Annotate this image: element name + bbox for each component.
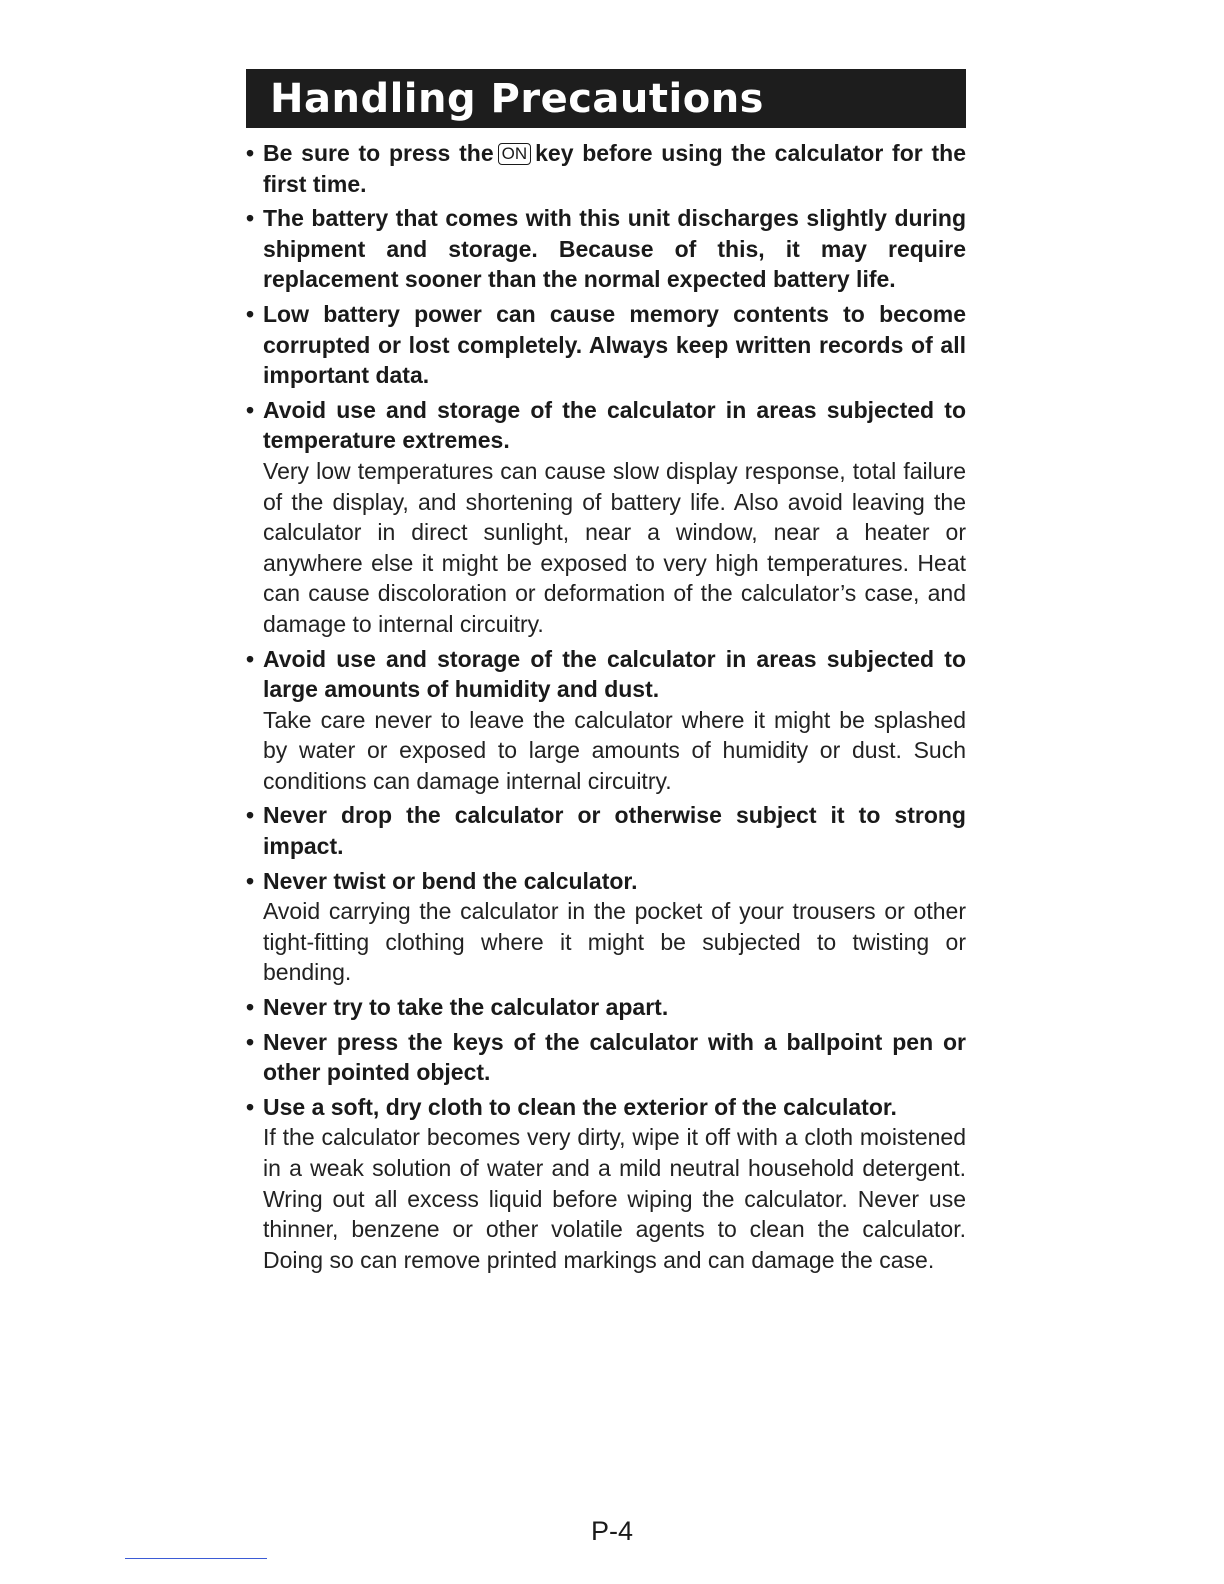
bullet-icon: • — [246, 867, 255, 894]
precaution-heading: Never twist or bend the calculator. — [263, 867, 638, 894]
section-title-bar — [246, 69, 966, 128]
page-number: P-4 — [590, 1516, 634, 1546]
precaution-body: Take care never to leave the calculator where it might be splashed by water or exposed to large amounts of humidity or dust. Such conditions can damage internal circuitry. — [263, 706, 966, 794]
precaution-heading: Never press the keys of the calculator with a ballpoint pen or other pointed object. — [263, 1028, 966, 1086]
precaution-item — [246, 1092, 966, 1276]
precaution-item — [246, 644, 966, 797]
precaution-heading: Use a soft, dry cloth to clean the exterior of the calculator. — [263, 1093, 897, 1120]
bullet-icon: • — [246, 1028, 255, 1055]
bullet-icon: • — [246, 802, 255, 829]
precaution-list — [246, 138, 966, 1275]
precaution-heading — [263, 138, 966, 199]
bullet-icon: • — [246, 994, 255, 1021]
precaution-item — [246, 299, 966, 391]
page-content — [246, 69, 966, 1275]
precaution-item — [246, 992, 966, 1023]
bullet-icon: • — [246, 140, 255, 166]
on-key-icon: ON — [498, 143, 532, 165]
precaution-item — [246, 866, 966, 988]
precaution-item — [246, 395, 966, 640]
bullet-icon: • — [246, 300, 255, 327]
precaution-heading: Avoid use and storage of the calculator in areas subjected to temperature extremes. — [263, 396, 966, 454]
precaution-heading: Avoid use and storage of the calculator in areas subjected to large amounts of humidity and dust. — [263, 645, 966, 703]
precaution-item — [246, 1027, 966, 1088]
bullet-icon: • — [246, 1093, 255, 1120]
bullet-icon: • — [246, 396, 255, 423]
precaution-heading-text: Be sure to press the — [263, 140, 494, 166]
bullet-icon: • — [246, 645, 255, 672]
precaution-item — [246, 800, 966, 861]
precaution-item — [246, 203, 966, 295]
precaution-heading-text: key before using the calculator for the first time. — [263, 140, 966, 197]
precaution-heading: Low battery power can cause memory contents to become corrupted or lost completely. Always keep written records of all important data. — [263, 300, 966, 389]
precaution-heading: Never try to take the calculator apart. — [263, 994, 669, 1021]
precaution-body: Avoid carrying the calculator in the pocket of your trousers or other tight-fitting clothing where it might be subjected to twisting or bending. — [263, 898, 966, 986]
precaution-body: If the calculator becomes very dirty, wipe it off with a cloth moistened in a weak solution of water and a mild neutral household detergent. Wring out all excess liquid before wiping the calculator. Never use thinner, benzene or other volatile agents to clean the calculator. Doing so can remove printed markings and can damage the case. — [263, 1124, 966, 1273]
precaution-body: Very low temperatures can cause slow display response, total failure of the display, and shortening of battery life. Also avoid leaving the calculator in direct sunlight, near a window, near a heater or anywhere else it might be exposed to very high temperatures. Heat can cause discoloration or deformation of the calculator’s case, and damage to internal circuitry. — [263, 457, 966, 637]
bullet-icon: • — [246, 205, 255, 232]
section-title: Handling Precautions — [270, 75, 764, 122]
precaution-heading: The battery that comes with this unit discharges slightly during shipment and storage. Because of this, it may require replacement sooner than the normal expected battery life. — [263, 205, 966, 293]
footer-divider — [125, 1558, 267, 1559]
precaution-item — [246, 138, 966, 199]
precaution-heading: Never drop the calculator or otherwise subject it to strong impact. — [263, 802, 966, 860]
